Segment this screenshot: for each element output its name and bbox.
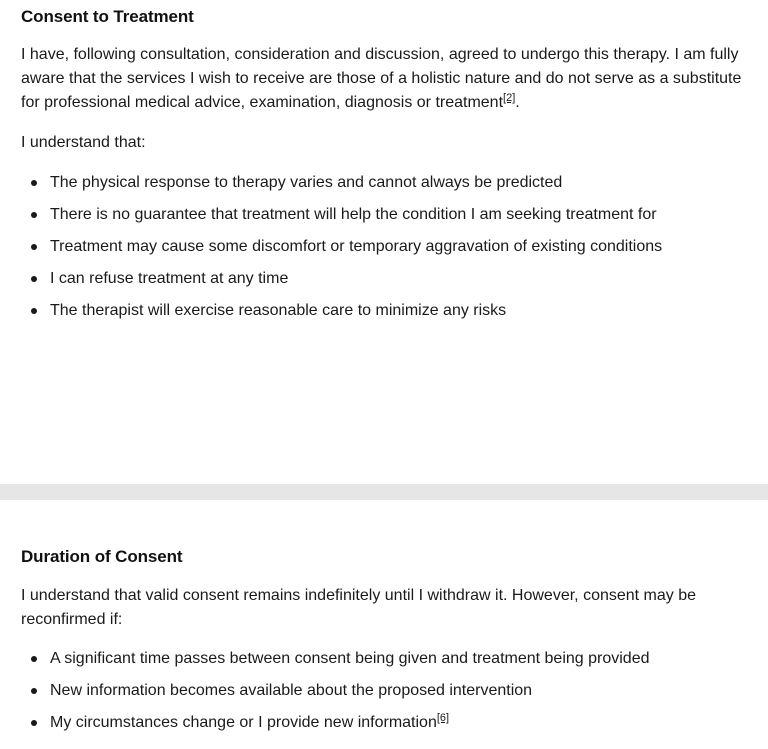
duration-paragraph: I understand that valid consent remains indefinitely until I withdraw it. However, consent may be reconfirmed if: [21, 587, 697, 628]
list-item: Treatment may cause some discomfort or temporary aggravation of existing conditions [29, 231, 662, 263]
list-item: There is no guarantee that treatment will help the condition I am seeking treatment for [29, 199, 662, 231]
consent-understand-text: I understand that: [21, 134, 146, 151]
list-item: The physical response to therapy varies and cannot always be predicted [29, 167, 662, 199]
list-item: A significant time passes between consent being given and treatment being provided [29, 643, 650, 675]
consent-list [29, 167, 662, 327]
duration-list [29, 643, 650, 739]
list-item [29, 707, 650, 739]
footnote-ref-6[interactable]: [6] [436, 712, 450, 724]
consent-paragraph [21, 43, 749, 115]
list-item: New information becomes available about the proposed intervention [29, 675, 650, 707]
consent-heading: Consent to Treatment [21, 7, 194, 26]
list-item-text: My circumstances change or I provide new information [50, 714, 437, 731]
footnote-ref-2[interactable]: [2] [503, 92, 516, 104]
list-item: I can refuse treatment at any time [29, 263, 662, 295]
consent-paragraph-end: . [515, 94, 520, 111]
consent-paragraph-text: I have, following consultation, consideration and discussion, agreed to undergo this therapy. I am fully aware that the services I wish to receive are those of a holistic nature and do not serve as a substitute for professional medical advice, examination, diagnosis or treatment [21, 46, 742, 111]
duration-heading: Duration of Consent [21, 547, 183, 566]
list-item: The therapist will exercise reasonable care to minimize any risks [29, 295, 662, 327]
duration-section [0, 500, 768, 749]
section-divider [0, 484, 768, 500]
